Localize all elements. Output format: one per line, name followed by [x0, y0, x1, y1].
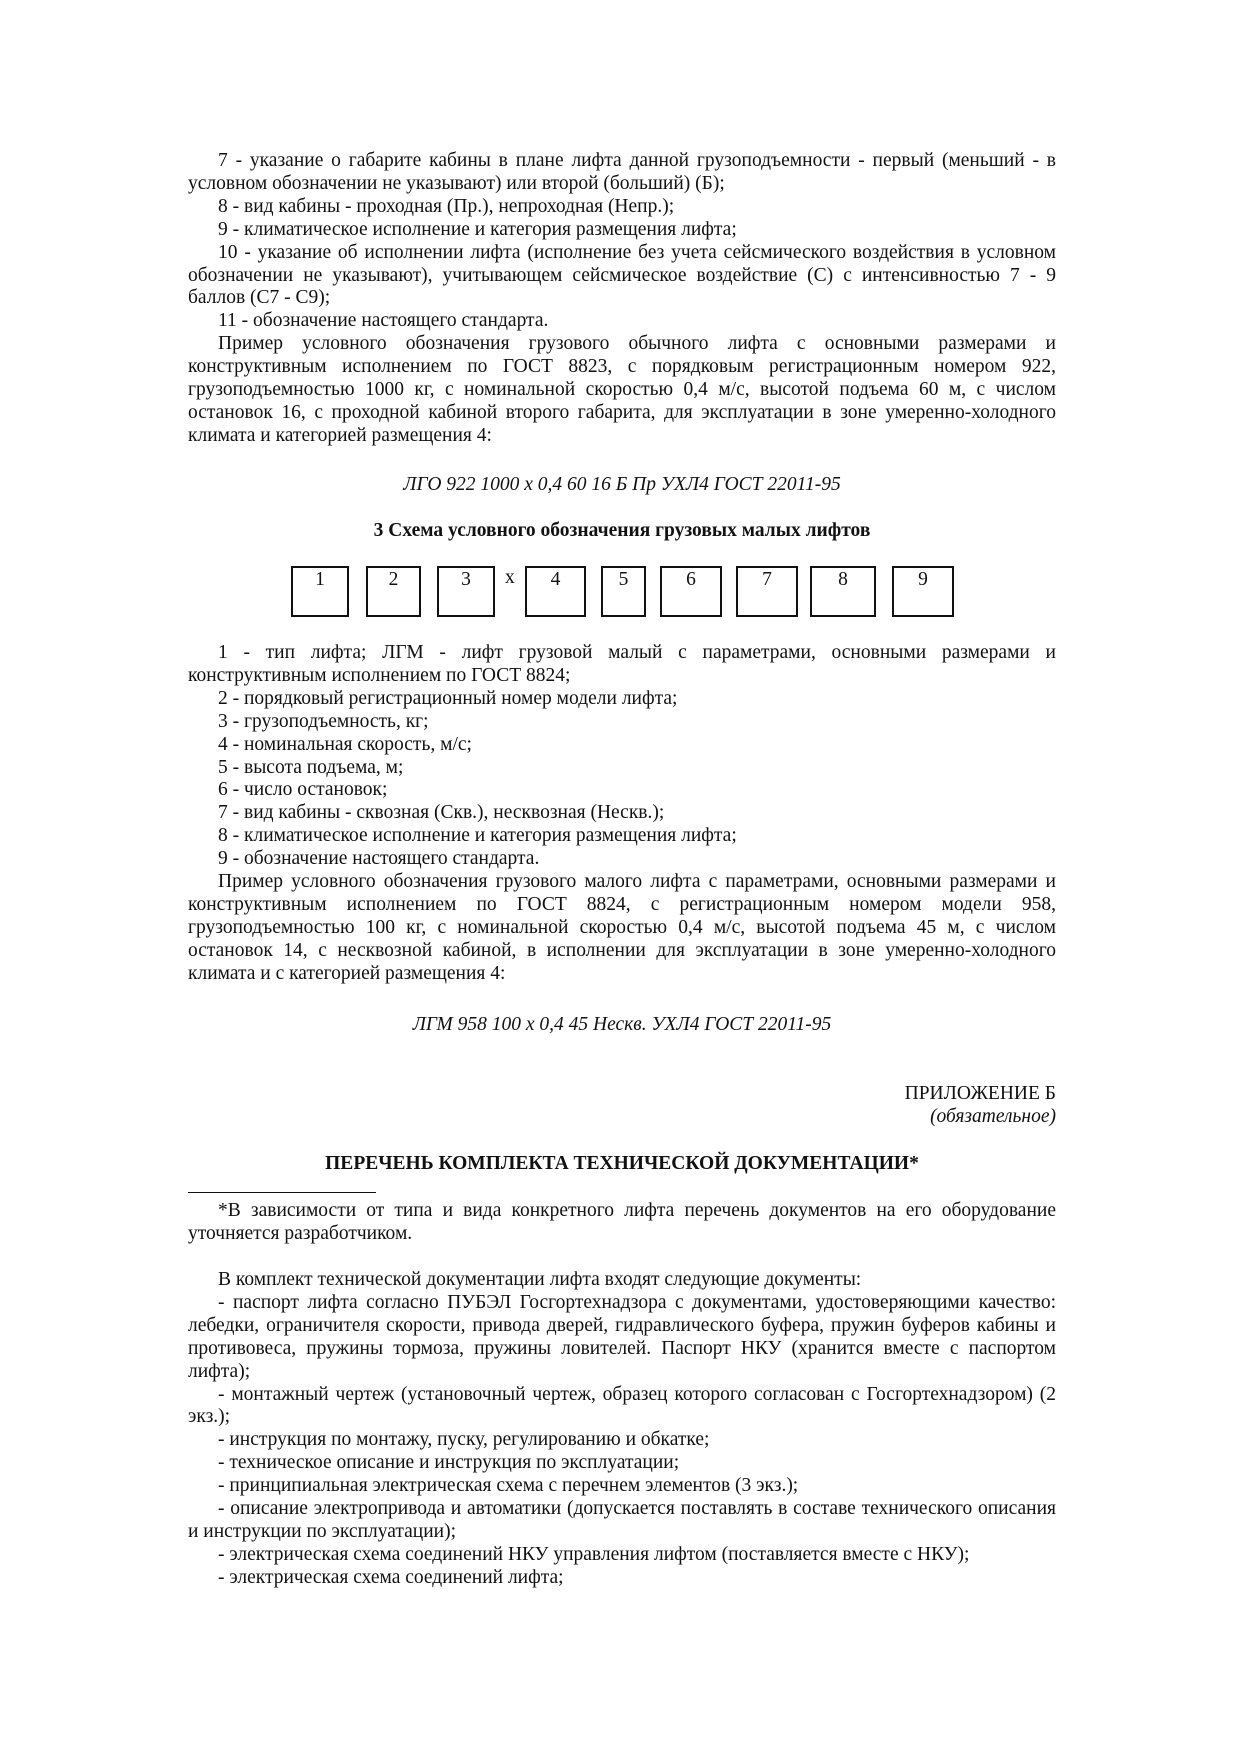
legend-item: 2 - порядковый регистрационный номер модели лифта;	[218, 687, 678, 709]
footnote-text: *В зависимости от типа и вида конкретного лифта перечень документов на его оборудование уточняется разработчиком.	[188, 1200, 1056, 1244]
list-item: - электрическая схема соединений лифта;	[218, 1566, 564, 1588]
list-item: - техническое описание и инструкция по эксплуатации;	[218, 1452, 680, 1474]
schema-box: 7	[736, 566, 798, 617]
schema-multiply-sign: х	[505, 567, 515, 588]
example-description: Пример условного обозначения грузового обычного лифта с основными размерами и конструктивным исполнением по ГОСТ 8823, с порядковым регистрационным номером 922, грузоподъемностью 1000 кг, с номинальной скоростью 0,4 м/с, высотой подъема 60 м, с числом остановок 16, с проходной кабиной второго габарита, для эксплуатации в зоне умеренно-холодного климата и категорией размещения 4:	[188, 333, 1056, 446]
legend-item: 5 - высота подъема, м;	[218, 756, 404, 778]
legend-item: 3 - грузоподъемность, кг;	[218, 710, 429, 732]
legend-item: 8 - климатическое исполнение и категория размещения лифта;	[218, 825, 737, 847]
list-item: - паспорт лифта согласно ПУБЭЛ Госгортехнадзора с документами, удостоверяющими качество: лебедки, ограничителя скорости, привода дверей, гидравлического буфера, пружин буферов кабины и противовеса, пружины тормоза, пружины ловителей. Паспорт НКУ (хранится вместе с паспортом лифта);	[188, 1291, 1056, 1382]
schema-box: 8	[810, 566, 876, 617]
legend-item: 7 - вид кабины - сквозная (Скв.), несквозная (Нескв.);	[218, 802, 665, 824]
legend-item: 9 - климатическое исполнение и категория размещения лифта;	[218, 218, 737, 240]
legend-block-1	[188, 150, 1056, 448]
list-intro: В комплект технической документации лифта входят следующие документы:	[218, 1269, 862, 1290]
example-description: Пример условного обозначения грузового малого лифта с параметрами, основными размерами и конструктивным исполнением по ГОСТ 8824, с регистрационным номером модели 958, грузоподъемностью 100 кг, с номинальной скоростью 0,4 м/с, высотой подъема 45 м, с числом остановок 14, с несквозной кабиной, в исполнении для эксплуатации в зоне умеренно-холодного климата и с категорией размещения 4:	[188, 871, 1056, 984]
schema-box: 9	[892, 566, 954, 617]
list-item: - принципиальная электрическая схема с перечнем элементов (3 экз.);	[218, 1475, 799, 1497]
legend-item: 9 - обозначение настоящего стандарта.	[218, 848, 540, 870]
list-item: - монтажный чертеж (установочный чертеж, образец которого согласован с Госгортехнадзором) (2 экз.);	[188, 1383, 1056, 1428]
legend-item: 4 - номинальная скорость, м/с;	[218, 733, 472, 755]
schema-box: 4	[525, 566, 586, 617]
list-item: - инструкция по монтажу, пуску, регулированию и обкатке;	[218, 1429, 710, 1451]
appendix-label: ПРИЛОЖЕНИЕ Б	[904, 1083, 1056, 1104]
legend-block-2	[188, 642, 1056, 986]
legend-item: 10 - указание об исполнении лифта (исполнение без учета сейсмического воздействия в условном обозначении не указывают), учитывающем сейсмическое воздействие (С) с интенсивностью 7 - 9 баллов (С7 - С9);	[188, 241, 1056, 309]
legend-item: 6 - число остановок;	[218, 779, 388, 801]
example-designation-2: ЛГМ 958 100 х 0,4 45 Нескв. УХЛ4 ГОСТ 22011-95	[412, 1014, 832, 1035]
schema-box: 1	[291, 566, 349, 617]
appendix-title: ПЕРЕЧЕНЬ КОМПЛЕКТА ТЕХНИЧЕСКОЙ ДОКУМЕНТАЦИИ*	[325, 1153, 919, 1174]
appendix-note: (обязательное)	[930, 1106, 1056, 1127]
list-item: - электрическая схема соединений НКУ управления лифтом (поставляется вместе с НКУ);	[218, 1543, 970, 1565]
designation-schema	[0, 566, 1240, 622]
documents-list	[188, 1269, 1056, 1590]
list-item: - описание электропривода и автоматики (допускается поставлять в составе технического описания и инструкции по эксплуатации);	[188, 1498, 1056, 1542]
footnote-divider	[188, 1192, 376, 1193]
legend-item: 8 - вид кабины - проходная (Пр.), непроходная (Непр.);	[218, 195, 675, 217]
footnote	[188, 1200, 1056, 1246]
section-title: 3 Схема условного обозначения грузовых малых лифтов	[373, 520, 871, 541]
schema-box: 2	[366, 566, 421, 617]
legend-item: 11 - обозначение настоящего стандарта.	[218, 310, 549, 332]
legend-item: 7 - указание о габарите кабины в плане лифта данной грузоподъемности - первый (меньший - в условном обозначении не указывают) или второй (больший) (Б);	[188, 150, 1056, 194]
schema-box: 5	[601, 566, 646, 617]
example-designation-1: ЛГО 922 1000 х 0,4 60 16 Б Пр УХЛ4 ГОСТ 22011-95	[403, 474, 841, 495]
schema-box: 3	[437, 566, 495, 617]
schema-box: 6	[660, 566, 722, 617]
legend-item: 1 - тип лифта; ЛГМ - лифт грузовой малый с параметрами, основными размерами и конструктивным исполнением по ГОСТ 8824;	[188, 642, 1056, 686]
